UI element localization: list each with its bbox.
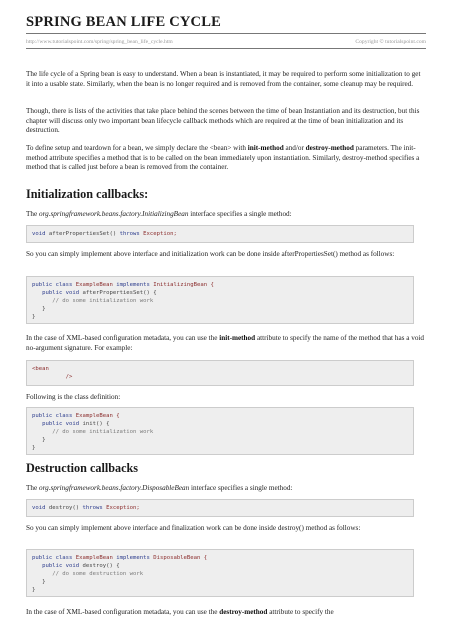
keyword-init-method: init-method: [219, 334, 256, 342]
destroy-paragraph-3: [26, 608, 426, 618]
code-token: ExampleBean {: [75, 413, 120, 419]
text-run: The: [26, 484, 39, 492]
code-token: <bean: [32, 366, 49, 372]
code-token: destroy() {: [82, 563, 120, 569]
copyright-notice: Copyright © tutorialspoint.com: [355, 39, 426, 45]
interface-name: org.springframework.beans.factory.DisposableBean: [38, 484, 190, 492]
code-token: // do some initialization work: [32, 298, 154, 304]
code-token: Exception;: [143, 231, 177, 237]
text-run: interface specifies a single method:: [189, 484, 293, 492]
section-heading-destruction: Destruction callbacks: [26, 461, 139, 475]
code-token: }: [32, 306, 46, 312]
code-token: // do some destruction work: [32, 571, 144, 577]
code-token: />: [32, 374, 73, 380]
code-token: InitializingBean {: [153, 282, 214, 288]
header-rule-bottom: [26, 48, 426, 49]
code-token: void: [32, 505, 49, 511]
code-token: DisposableBean {: [153, 555, 208, 561]
code-line: [32, 297, 408, 305]
code-token: }: [32, 314, 36, 320]
source-url: http://www.tutorialspoint.com/spring/spring_bean_life_cycle.htm: [26, 39, 173, 45]
code-token: }: [32, 445, 36, 451]
text-run: In the case of XML-based configuration metadata, you can use the: [26, 334, 220, 342]
code-token: }: [32, 437, 46, 443]
text-run: interface specifies a single method:: [188, 210, 292, 218]
keyword-init-method: init-method: [247, 144, 284, 152]
code-block: [26, 276, 414, 324]
intro-paragraph-2: Though, there is lists of the activities that take place behind the scenes between the time of bean Instantiation and its destruction, but this chapter will discuss only two important bean lifecycle callback methods which are required at the time of bean initialization and its destruction.: [26, 107, 420, 135]
code-line: [32, 313, 408, 321]
code-token: }: [32, 579, 46, 585]
header-rule-top: [26, 33, 426, 34]
interface-name: org.springframework.beans.factory.InitializingBean: [38, 210, 189, 218]
code-token: ExampleBean: [75, 282, 117, 288]
text-run: attribute to specify the: [267, 608, 334, 616]
code-token: public class: [32, 413, 76, 419]
code-token: public void: [32, 563, 83, 569]
text-run: attribute to specify the name of the method that has a void no-argument signature. For example:: [26, 334, 424, 352]
code-line: [32, 562, 408, 570]
code-token: implements: [116, 282, 154, 288]
code-line: [32, 554, 408, 562]
code-line: [32, 504, 408, 512]
code-token: afterPropertiesSet() {: [82, 290, 157, 296]
text-run: To define setup and teardown for a bean, we simply declare the <bean> with: [26, 144, 248, 152]
code-line: [32, 365, 408, 373]
code-block: [26, 499, 414, 517]
init-paragraph-4: Following is the class definition:: [26, 393, 121, 401]
code-line: [32, 289, 408, 297]
code-token: implements: [116, 555, 154, 561]
code-block: [26, 407, 414, 455]
code-token: // do some initialization work: [32, 429, 154, 435]
init-paragraph-2: So you can simply implement above interface and initialization work can be done inside afterPropertiesSet() method as follows:: [26, 250, 395, 258]
code-token: void: [32, 231, 49, 237]
code-line: [32, 570, 408, 578]
code-line: [32, 436, 408, 444]
intro-paragraph-3: [26, 144, 426, 173]
code-token: }: [32, 587, 36, 593]
code-line: [32, 230, 408, 238]
code-token: public void: [32, 421, 83, 427]
code-token: public class: [32, 282, 76, 288]
code-block: [26, 549, 414, 597]
page-title: SPRING BEAN LIFE CYCLE: [26, 14, 221, 30]
init-paragraph-3: [26, 334, 426, 353]
code-line: [32, 373, 408, 381]
destroy-paragraph-1: [26, 484, 426, 494]
code-token: init() {: [82, 421, 110, 427]
code-token: (): [109, 231, 120, 237]
code-block: [26, 360, 414, 386]
code-token: Exception;: [106, 505, 140, 511]
code-line: [32, 586, 408, 594]
header-meta: [26, 39, 426, 45]
init-paragraph-1: [26, 210, 426, 220]
section-heading-initialization: Initialization callbacks:: [26, 187, 149, 201]
keyword-destroy-method: destroy-method: [219, 608, 268, 616]
text-run: The: [26, 210, 39, 218]
code-token: ExampleBean: [75, 555, 117, 561]
text-run: parameters. The init-method attribute specifies a method that is to be called on the bean immediately upon instantiation. Similarly, destroy-method specifies a method that is called just before a bean is removed from the container.: [26, 144, 420, 172]
code-block: [26, 225, 414, 243]
text-run: and/or: [283, 144, 306, 152]
code-line: [32, 578, 408, 586]
code-line: [32, 420, 408, 428]
code-token: throws: [119, 231, 144, 237]
code-token: public void: [32, 290, 83, 296]
code-token: throws: [82, 505, 107, 511]
code-line: [32, 444, 408, 452]
code-line: [32, 305, 408, 313]
code-line: [32, 428, 408, 436]
destroy-paragraph-2: So you can simply implement above interface and finalization work can be done inside destroy() method as follows:: [26, 524, 361, 532]
code-line: [32, 281, 408, 289]
code-token: public class: [32, 555, 76, 561]
text-run: In the case of XML-based configuration metadata, you can use the: [26, 608, 220, 616]
intro-paragraph-1: The life cycle of a Spring bean is easy to understand. When a bean is instantiated, it may be required to perform some initialization to get it into a usable state. Similarly, when the bean is no longer required and is removed from the container, some cleanup may be required.: [26, 70, 421, 88]
keyword-destroy-method: destroy-method: [305, 144, 354, 152]
code-token: afterPropertiesSet: [48, 231, 110, 237]
code-token: (): [72, 505, 83, 511]
code-token: destroy: [48, 505, 73, 511]
code-line: [32, 412, 408, 420]
